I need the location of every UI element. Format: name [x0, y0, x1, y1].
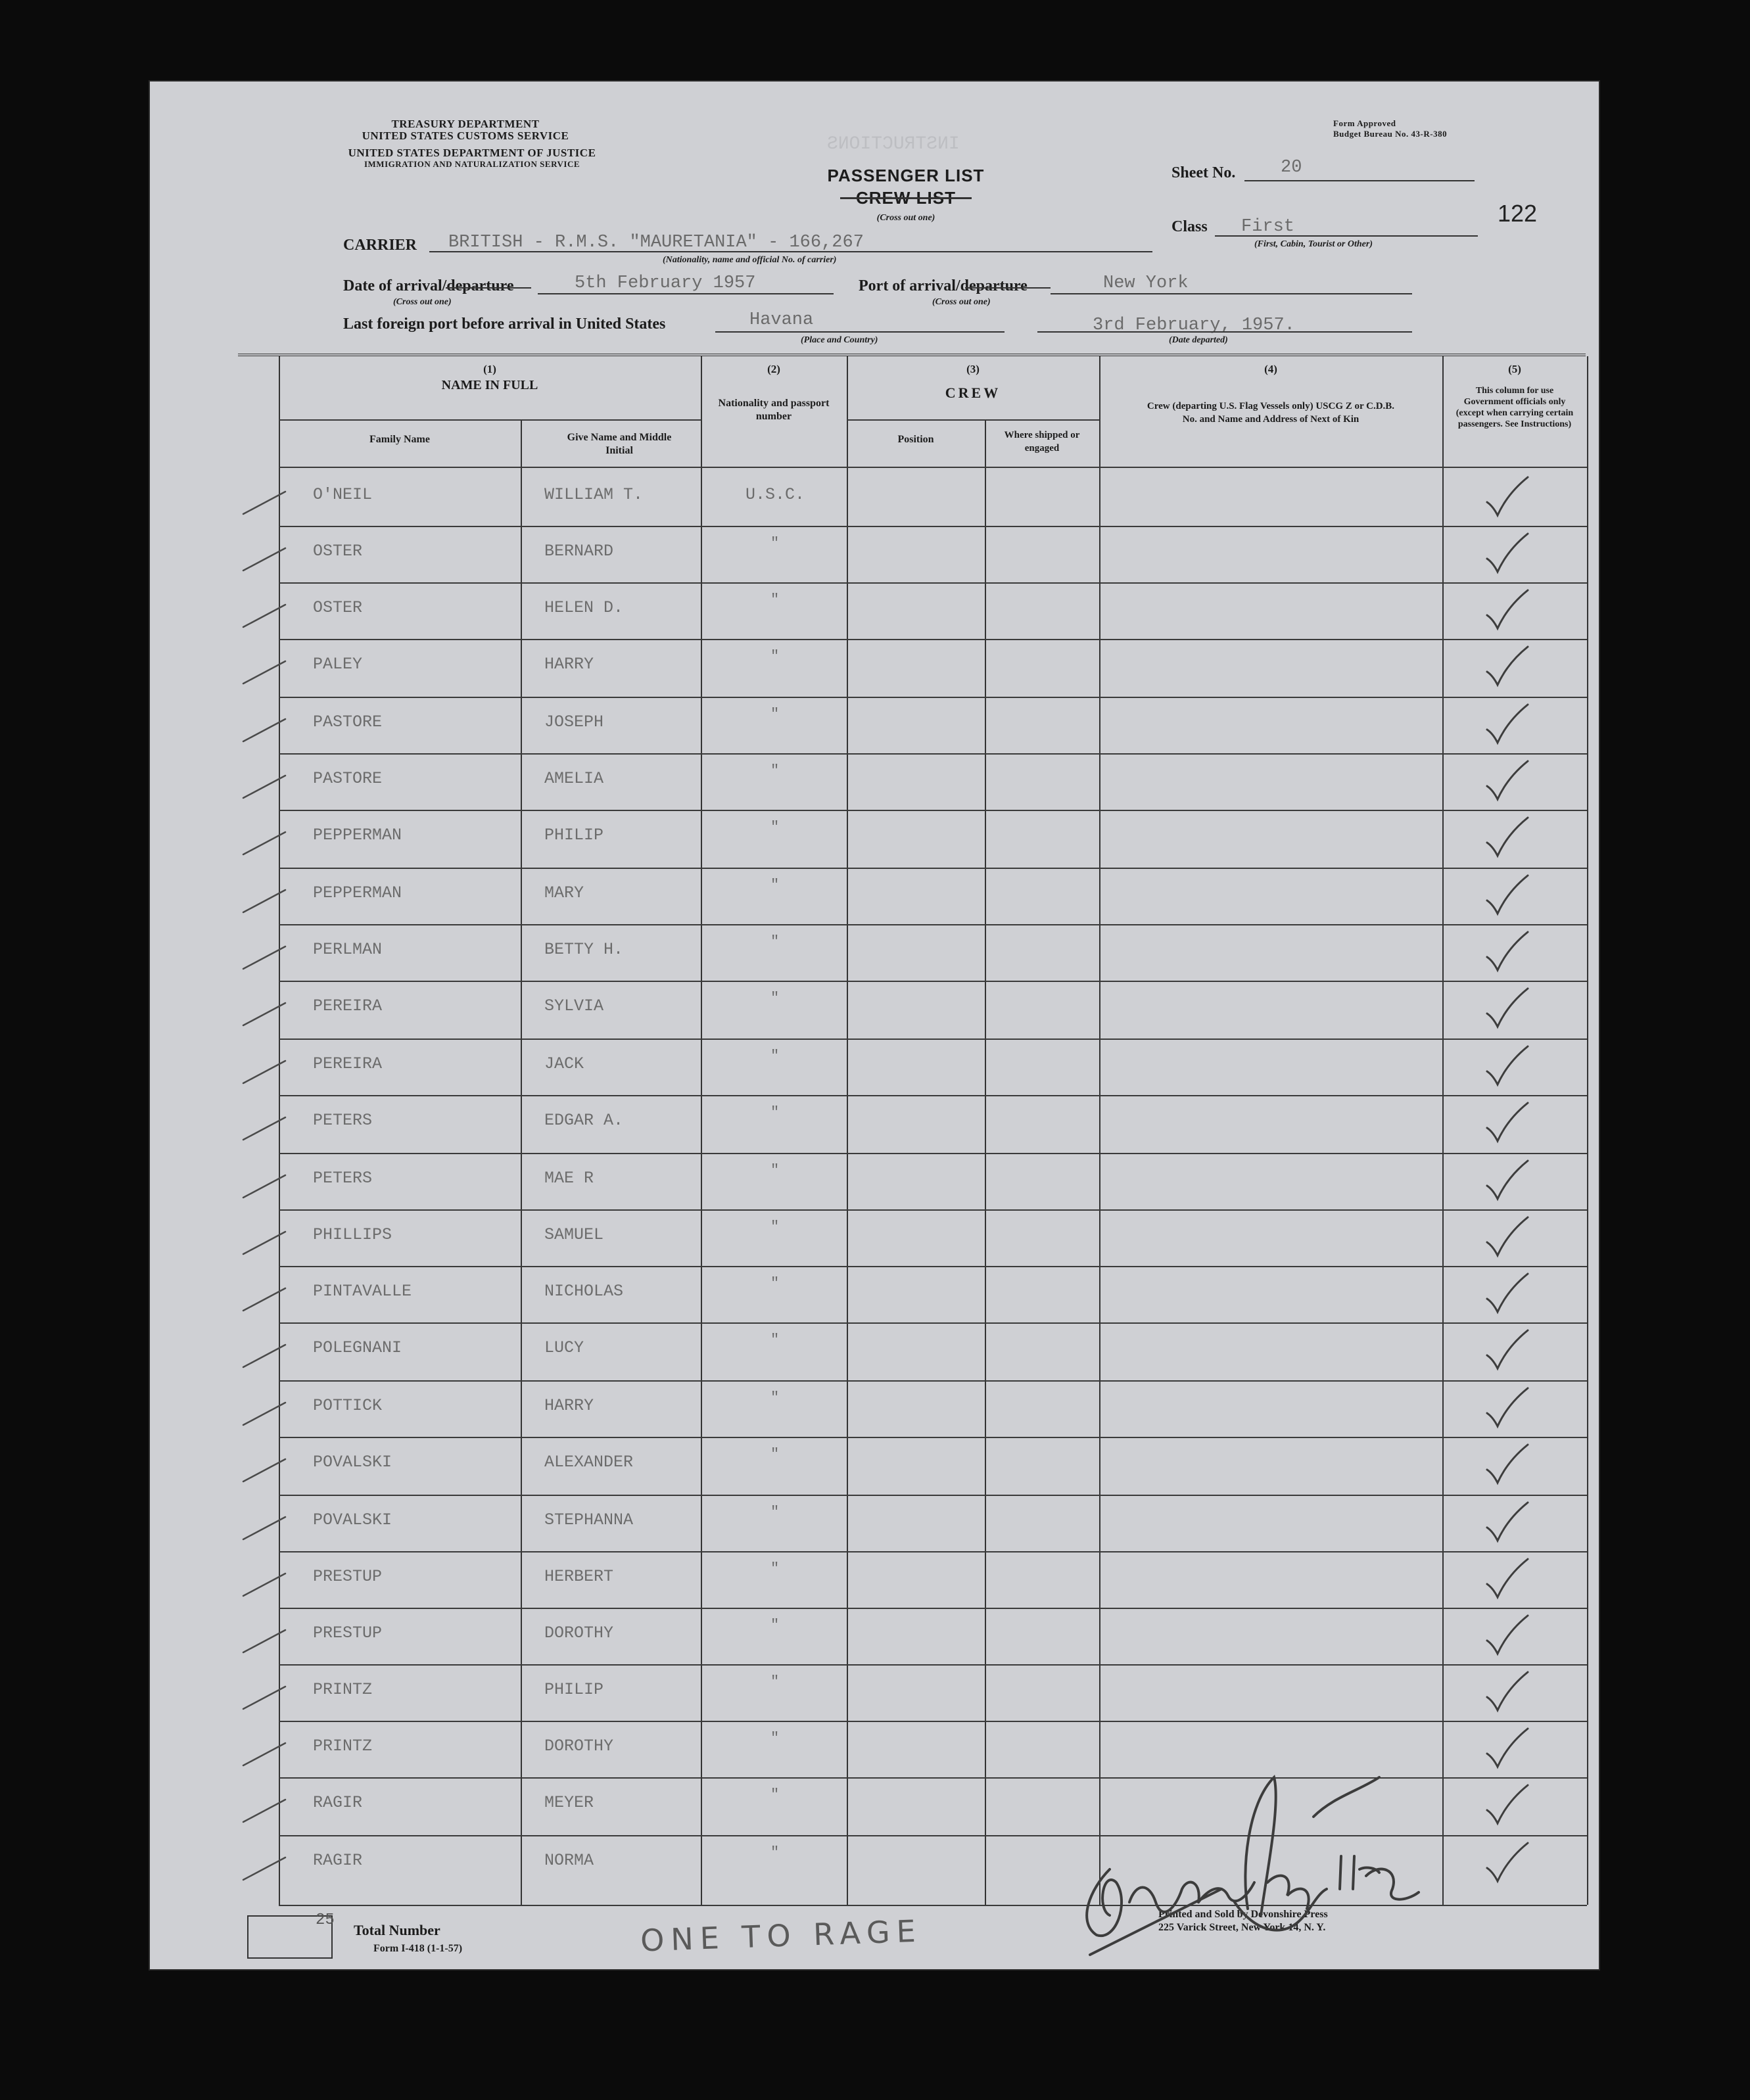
- col-given-divider: [521, 421, 522, 1905]
- tally-slash-icon: [242, 1684, 288, 1710]
- departed-hint: (Date departed): [1169, 335, 1228, 345]
- given-name: NICHOLAS: [544, 1282, 624, 1301]
- date-hint: (Cross out one): [393, 297, 452, 307]
- family-name: PRESTUP: [313, 1567, 383, 1586]
- given-name: SYLVIA: [544, 996, 604, 1015]
- tally-slash-icon: [242, 716, 288, 743]
- family-name: PALEY: [313, 655, 363, 674]
- given-name: LUCY: [544, 1338, 584, 1357]
- row-divider: [279, 810, 1587, 811]
- nationality: ": [770, 1504, 780, 1520]
- tally-slash-icon: [242, 546, 288, 572]
- tally-slash-icon: [242, 1400, 288, 1426]
- given-name: DOROTHY: [544, 1737, 614, 1756]
- nationality: ": [770, 1104, 780, 1121]
- check-mark-icon: [1484, 644, 1530, 690]
- nationality: ": [770, 1389, 780, 1406]
- nationality: ": [770, 1275, 780, 1292]
- check-mark-icon: [1484, 1100, 1530, 1146]
- given-name: MARY: [544, 883, 584, 902]
- row-divider: [279, 639, 1587, 640]
- given-name: WILLIAM T.: [544, 485, 644, 504]
- nationality: ": [770, 1844, 780, 1861]
- header-subrule-1: [279, 419, 701, 421]
- carrier-hint: (Nationality, name and official No. of carrier): [663, 255, 837, 265]
- nationality: ": [770, 877, 780, 893]
- col-crew-divider: [847, 356, 848, 1905]
- given-name: HARRY: [544, 655, 594, 674]
- family-name: RAGIR: [313, 1851, 363, 1870]
- row-divider: [279, 924, 1587, 925]
- given-name: HERBERT: [544, 1567, 614, 1586]
- nationality: ": [770, 592, 780, 608]
- family-name: PEREIRA: [313, 996, 383, 1015]
- nationality: ": [770, 933, 780, 950]
- customs-service: UNITED STATES CUSTOMS SERVICE: [362, 129, 569, 142]
- col4-title: Crew (departing U.S. Flag Vessels only) USCG Z or C.D.B. No. and Name and Address of Next of Kin: [1147, 401, 1395, 425]
- nationality: ": [770, 1162, 780, 1178]
- tally-slash-icon: [242, 773, 288, 799]
- row-divider: [279, 526, 1587, 527]
- given-name: HELEN D.: [544, 598, 624, 617]
- check-mark-icon: [1484, 1158, 1530, 1204]
- class-hint: (First, Cabin, Tourist or Other): [1254, 239, 1373, 249]
- given-name: DOROTHY: [544, 1623, 614, 1643]
- family-name: POLEGNANI: [313, 1338, 402, 1357]
- family-name: PEREIRA: [313, 1054, 383, 1073]
- list-title-passenger: PASSENGER LIST: [827, 166, 985, 185]
- check-mark-icon: [1484, 531, 1530, 577]
- col-nat-divider: [701, 356, 702, 1905]
- family-name: POTTICK: [313, 1396, 383, 1415]
- family-name: POVALSKI: [313, 1510, 392, 1529]
- nationality: ": [770, 1673, 780, 1690]
- tally-slash-icon: [242, 1286, 288, 1312]
- col-where-divider: [985, 421, 986, 1905]
- tally-slash-icon: [242, 1229, 288, 1255]
- printer-line-1: Printed and Sold by Devonshire Press: [1158, 1909, 1328, 1920]
- check-mark-icon: [1484, 1442, 1530, 1488]
- check-mark-icon: [1484, 1669, 1530, 1715]
- nationality: ": [770, 1617, 780, 1633]
- family-name: PERLMAN: [313, 940, 383, 959]
- tally-slash-icon: [242, 1173, 288, 1199]
- given-name: STEPHANNA: [544, 1510, 634, 1529]
- nationality: ": [770, 706, 780, 722]
- document-page: [150, 82, 1599, 1969]
- handwritten-note: ONE TO RAGE: [640, 1913, 923, 1959]
- nationality: ": [770, 648, 780, 665]
- check-mark-icon: [1484, 1500, 1530, 1546]
- nationality: ": [770, 1446, 780, 1462]
- nationality: ": [770, 990, 780, 1006]
- family-name: POVALSKI: [313, 1453, 392, 1472]
- departed-value: 3rd February, 1957.: [1093, 315, 1295, 335]
- tally-slash-icon: [242, 1514, 288, 1541]
- col5-title: This column for use Government officials only (except when carrying certain passengers. See Instructions): [1455, 386, 1574, 429]
- tally-slash-icon: [242, 829, 288, 856]
- given-name: BETTY H.: [544, 940, 624, 959]
- port-underline: [1051, 293, 1412, 294]
- family-name: PRINTZ: [313, 1680, 373, 1699]
- nationality: ": [770, 535, 780, 551]
- row-divider: [279, 1437, 1587, 1438]
- check-mark-icon: [1484, 702, 1530, 748]
- tally-slash-icon: [242, 1797, 288, 1823]
- given-name: NORMA: [544, 1851, 594, 1870]
- check-mark-icon: [1484, 873, 1530, 919]
- check-mark-icon: [1484, 1613, 1530, 1659]
- col3-position-header: Position: [897, 434, 934, 445]
- family-name: RAGIR: [313, 1793, 363, 1812]
- date-label: Date of arrival/departure: [343, 277, 514, 294]
- table-top-rule: [238, 354, 1586, 356]
- col3-where-header: Where shipped or engaged: [1004, 430, 1080, 454]
- tally-slash-icon: [242, 887, 288, 914]
- given-name: ALEXANDER: [544, 1453, 634, 1472]
- check-mark-icon: [1484, 1386, 1530, 1432]
- form-approved: Form Approved: [1333, 118, 1396, 128]
- port-hint: (Cross out one): [932, 297, 991, 307]
- row-divider: [279, 1153, 1587, 1154]
- family-name: PASTORE: [313, 712, 383, 732]
- family-name: PEPPERMAN: [313, 883, 402, 902]
- row-divider: [279, 1266, 1587, 1267]
- justice-dept: UNITED STATES DEPARTMENT OF JUSTICE: [348, 147, 596, 159]
- row-divider: [279, 1209, 1587, 1211]
- col-gov-divider: [1442, 356, 1444, 1905]
- tally-slash-icon: [242, 1115, 288, 1141]
- check-mark-icon: [1484, 1271, 1530, 1317]
- given-name: AMELIA: [544, 769, 604, 788]
- sheet-label: Sheet No.: [1171, 164, 1236, 181]
- check-mark-icon: [1484, 1215, 1530, 1261]
- check-mark-icon: [1484, 758, 1530, 805]
- family-name: O'NEIL: [313, 485, 373, 504]
- last-port-label: Last foreign port before arrival in United States: [343, 315, 666, 333]
- last-port-hint: (Place and Country): [801, 335, 878, 345]
- family-name: PRINTZ: [313, 1737, 373, 1756]
- row-divider: [279, 981, 1587, 982]
- nationality: ": [770, 1560, 780, 1577]
- instructions-bleedthrough: INSTRUCTIONS: [827, 134, 960, 154]
- col-kin-divider: [1099, 356, 1100, 1905]
- given-name: HARRY: [544, 1396, 594, 1415]
- col2-number: (2): [767, 363, 780, 375]
- row-divider: [279, 697, 1587, 698]
- given-name: MEYER: [544, 1793, 594, 1812]
- date-underline: [538, 293, 834, 294]
- row-divider: [279, 582, 1587, 584]
- sheet-number: 20: [1281, 158, 1302, 177]
- tally-slash-icon: [242, 1342, 288, 1368]
- tally-slash-icon: [242, 1740, 288, 1767]
- tally-slash-icon: [242, 944, 288, 970]
- nationality: ": [770, 1048, 780, 1064]
- check-mark-icon: [1484, 588, 1530, 634]
- col4-number: (4): [1264, 363, 1277, 375]
- check-mark-icon: [1484, 475, 1530, 521]
- class-underline: [1215, 235, 1478, 237]
- class-value: First: [1241, 217, 1295, 237]
- departed-underline: [1037, 331, 1412, 333]
- given-name: SAMUEL: [544, 1225, 604, 1244]
- family-name: PETERS: [313, 1111, 373, 1130]
- port-value: New York: [1103, 273, 1189, 293]
- nationality: ": [770, 1730, 780, 1746]
- sheet-underline: [1244, 180, 1475, 181]
- printer-line-2: 225 Varick Street, New York 14, N. Y.: [1158, 1922, 1326, 1933]
- date-departure-strikeout: [446, 287, 531, 289]
- crew-list-strikeout: [840, 197, 972, 199]
- total-value: 25: [316, 1911, 335, 1929]
- check-mark-icon: [1484, 1044, 1530, 1090]
- form-number: Form I-418 (1-1-57): [373, 1943, 463, 1954]
- check-mark-icon: [1484, 1328, 1530, 1374]
- tally-slash-icon: [242, 1058, 288, 1085]
- family-name: PETERS: [313, 1169, 373, 1188]
- family-name: PASTORE: [313, 769, 383, 788]
- carrier-label: CARRIER: [343, 237, 417, 254]
- row-divider: [279, 1322, 1587, 1324]
- row-divider: [279, 1551, 1587, 1552]
- tally-slash-icon: [242, 1571, 288, 1597]
- col2-title: Nationality and passport number: [718, 398, 830, 422]
- family-name: OSTER: [313, 598, 363, 617]
- row-divider: [279, 753, 1587, 755]
- row-divider: [279, 1095, 1587, 1096]
- given-name: PHILIP: [544, 826, 604, 845]
- col3-title: CREW: [945, 385, 1001, 401]
- nationality: U.S.C.: [745, 485, 805, 504]
- col5-number: (5): [1508, 363, 1521, 375]
- port-departure-strikeout: [965, 287, 1051, 289]
- family-name: PRESTUP: [313, 1623, 383, 1643]
- check-mark-icon: [1484, 1840, 1530, 1886]
- ins-service: IMMIGRATION AND NATURALIZATION SERVICE: [364, 159, 580, 169]
- check-mark-icon: [1484, 1556, 1530, 1602]
- budget-bureau: Budget Bureau No. 43-R-380: [1333, 129, 1448, 139]
- given-name: JACK: [544, 1054, 584, 1073]
- given-name: BERNARD: [544, 542, 614, 561]
- col1-given-header: Give Name and Middle Initial: [567, 432, 672, 456]
- list-title-crew: CREW LIST: [856, 188, 956, 208]
- check-mark-icon: [1484, 1783, 1530, 1829]
- col1-number: (1): [483, 363, 496, 375]
- family-name: OSTER: [313, 542, 363, 561]
- family-name: PHILLIPS: [313, 1225, 392, 1244]
- check-mark-icon: [1484, 929, 1530, 975]
- header-bottom-rule: [279, 467, 1587, 468]
- row-divider: [279, 1495, 1587, 1496]
- page-number: 122: [1498, 200, 1538, 227]
- last-port-value: Havana: [749, 310, 814, 330]
- row-divider: [279, 1608, 1587, 1609]
- tally-slash-icon: [242, 1457, 288, 1483]
- official-signature: [1051, 1738, 1458, 1961]
- col1-title: NAME IN FULL: [441, 378, 538, 392]
- carrier-value: BRITISH - R.M.S. "MAURETANIA" - 166,267: [448, 233, 864, 252]
- row-divider: [279, 868, 1587, 869]
- nationality: ": [770, 819, 780, 835]
- class-label: Class: [1171, 218, 1208, 235]
- row-divider: [279, 1664, 1587, 1666]
- family-name: PEPPERMAN: [313, 826, 402, 845]
- given-name: PHILIP: [544, 1680, 604, 1699]
- check-mark-icon: [1484, 815, 1530, 861]
- tally-slash-icon: [242, 659, 288, 685]
- check-mark-icon: [1484, 986, 1530, 1032]
- date-value: 5th February 1957: [575, 273, 756, 293]
- tally-slash-icon: [242, 1855, 288, 1881]
- nationality: ": [770, 762, 780, 779]
- nationality: ": [770, 1332, 780, 1348]
- given-name: MAE R: [544, 1169, 594, 1188]
- given-name: EDGAR A.: [544, 1111, 624, 1130]
- check-mark-icon: [1484, 1726, 1530, 1772]
- given-name: JOSEPH: [544, 712, 604, 732]
- col1-family-header: Family Name: [369, 434, 430, 445]
- row-divider: [279, 1380, 1587, 1382]
- tally-slash-icon: [242, 602, 288, 628]
- table-right-border: [1587, 356, 1588, 1905]
- nationality: ": [770, 1219, 780, 1235]
- col3-number: (3): [966, 363, 980, 375]
- family-name: PINTAVALLE: [313, 1282, 412, 1301]
- row-divider: [279, 1721, 1587, 1722]
- header-subrule-3: [847, 419, 1099, 421]
- nationality: ": [770, 1786, 780, 1803]
- treasury-dept: TREASURY DEPARTMENT: [391, 118, 540, 130]
- tally-slash-icon: [242, 489, 288, 515]
- cross-out-note: (Cross out one): [876, 213, 935, 223]
- tally-slash-icon: [242, 1627, 288, 1654]
- port-label: Port of arrival/departure: [859, 277, 1028, 294]
- tally-slash-icon: [242, 1000, 288, 1027]
- last-port-underline: [715, 331, 1005, 333]
- row-divider: [279, 1038, 1587, 1040]
- carrier-underline: [429, 251, 1152, 252]
- total-label: Total Number: [354, 1922, 440, 1938]
